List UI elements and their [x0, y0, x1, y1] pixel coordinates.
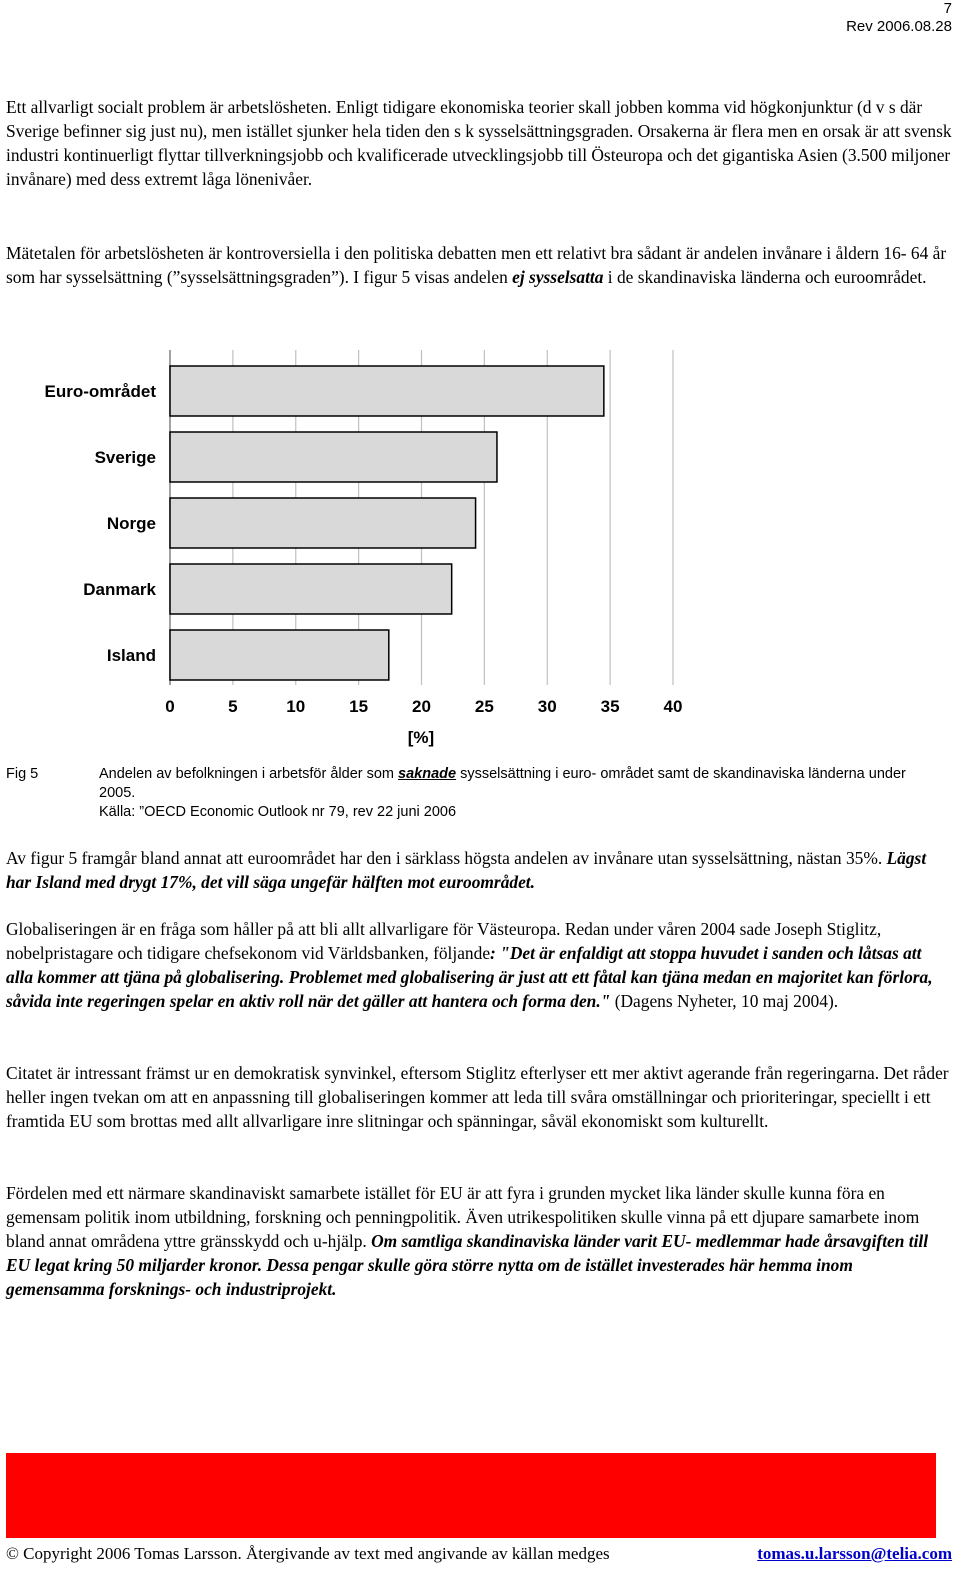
- x-axis-label: [%]: [407, 728, 435, 747]
- x-tick-label: 40: [663, 697, 683, 716]
- page-header: [846, 0, 952, 36]
- category-label: Sverige: [94, 448, 156, 467]
- bar-4: [170, 564, 452, 614]
- x-tick-label: 30: [537, 697, 557, 716]
- paragraph-figure-summary: Av figur 5 framgår bland annat att euroområdet har den i särklass högsta andelen av invånare utan sysselsättning, nästan 35%. Lägst har Island med drygt 17%, det vill säga ungefär hälften mot euroområdet.: [6, 848, 927, 892]
- emphasis-ej-sysselsatta: ej sysselsatta: [512, 267, 604, 287]
- bar-2: [170, 432, 497, 482]
- emphasis-saknade: saknade: [398, 766, 457, 782]
- x-tick-label: 10: [286, 697, 306, 716]
- unemployment-bar-chart: [0, 340, 960, 760]
- x-tick-label: 15: [349, 697, 369, 716]
- chart-bars: [170, 366, 604, 680]
- paragraph-unemployment: Ett allvarligt socialt problem är arbetslösheten. Enligt tidigare ekonomiska teorier skall jobben komma vid högkonjunktur (d v s där Sverige befinner sig just nu), men istället sjunker hela tiden den s k sysselsättningsgraden. Orsakerna är flera men en orsak är att svensk industri kontinuerligt flyttar tillverkningsjobb och kvalificerade utvecklingsjobb till Östeuropa och det gigantiska Asien (3.500 miljoner invånare) med dess extremt låga lönenivåer.: [6, 97, 952, 189]
- chart-category-labels: [45, 382, 157, 665]
- page-number: 7: [943, 0, 952, 17]
- category-label: Island: [106, 646, 156, 665]
- x-tick-label: 25: [474, 697, 494, 716]
- stiglitz-quote: : "Det är enfaldigt att stoppa huvudet i sanden och låtsas att alla kommer att tjäna på globalisering. Problemet med globalisering är just att ett fåtal kan tjäna medan en majoritet kan förlora, såvida inte regeringen spelar en aktiv roll när det gäller att hantera och forma den.": [6, 943, 933, 1011]
- x-tick-label: 20: [412, 697, 431, 716]
- paragraph-globalization: Globaliseringen är en fråga som håller på att bli allt allvarligare för Västeuropa. Redan under våren 2004 sade Joseph Stiglitz, nobelpristagare och tidigare chefsekonom vid Världsbanken, följande: "Det är enfaldigt att stoppa huvudet i sanden och låtsas att alla kommer att tjäna på globalisering. Problemet med globalisering är just att ett fåtal kan tjäna medan en majoritet kan förlora, såvida inte regeringen spelar en aktiv roll när det gäller att hantera och forma den." (Dagens Nyheter, 10 maj 2004).: [6, 919, 933, 1011]
- x-tick-label: 0: [165, 697, 175, 716]
- figure-source: Källa: ”OECD Economic Outlook nr 79, rev 22 juni 2006: [99, 804, 457, 820]
- figure-label: Fig 5: [6, 766, 39, 782]
- bar-3: [170, 498, 476, 548]
- paragraph-metrics: Mätetalen för arbetslösheten är kontroversiella i den politiska debatten men ett relativt bra sådant är andelen invånare i åldern 16- 64 år som har sysselsättning (”sysselsättningsgraden”). I figur 5 visas andelen ej sysselsatta i de skandinaviska länderna och euroområdet.: [6, 243, 947, 287]
- bar-1: [170, 366, 604, 416]
- copyright-text: © Copyright 2006 Tomas Larsson. Återgivande av text med angivande av källan medges: [6, 1544, 610, 1563]
- bar-5: [170, 630, 389, 680]
- figure-caption: Andelen av befolkningen i arbetsför ålder som saknade sysselsättning i euro- området samt de skandinaviska länderna under 2005. Källa: ”OECD Economic Outlook nr 79, rev 22 juni 2006: [99, 766, 906, 820]
- author-email-link[interactable]: tomas.u.larsson@telia.com: [757, 1544, 952, 1563]
- paragraph-scandinavian-cooperation: Fördelen med ett närmare skandinaviskt samarbete istället för EU är att fyra i grunden mycket lika länder skulle kunna föra en gemensam politik inom utbildning, forskning och penningpolitik. Även utrikespolitiken skulle vinna på ett djupare samarbete inom bland annat områdena yttre gränsskydd och u-hjälp. Om samtliga skandinaviska länder varit EU- medlemmar hade årsavgiften till EU legat kring 50 miljarder kronor. Dessa pengar skulle göra större nytta om de istället investerades här hemma inom gemensamma forsknings- och industriprojekt.: [6, 1183, 929, 1299]
- x-tick-label: 5: [228, 697, 238, 716]
- paragraph-quote-comment: Citatet är intressant främst ur en demokratisk synvinkel, eftersom Stiglitz efterlyser ett mer aktivt agerande från regeringarna. Det råder heller ingen tvekan om att en anpassning till globaliseringen kommer att leda till svåra omställningar och prioriteringar, speciellt i ett framtida EU som brottas med allt allvarligare inre slitningar och spänningar, såväl ekonomiskt som kulturellt.: [6, 1063, 949, 1131]
- footer-red-banner: [6, 1453, 936, 1538]
- revision-date: Rev 2006.08.28: [846, 18, 952, 35]
- category-label: Euro-området: [44, 382, 156, 401]
- x-tick-label: 35: [600, 697, 620, 716]
- page-footer: [6, 1543, 952, 1565]
- category-label: Norge: [106, 514, 156, 533]
- category-label: Danmark: [83, 580, 156, 599]
- chart-tick-labels: [165, 697, 682, 716]
